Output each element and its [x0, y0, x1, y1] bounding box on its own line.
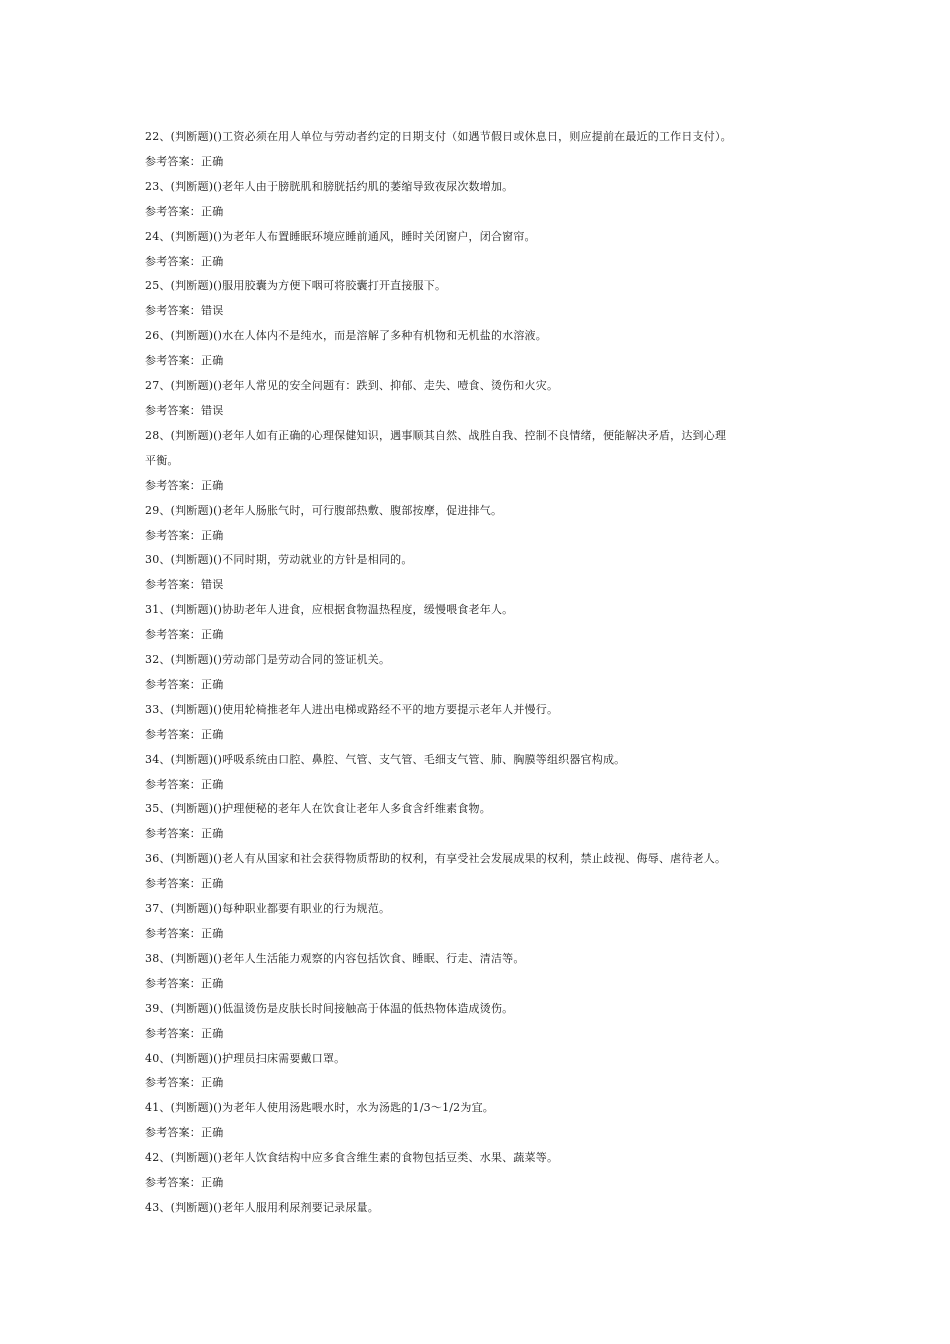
answer-text: 参考答案：正确 — [145, 354, 224, 368]
answer-text: 参考答案：正确 — [145, 677, 224, 691]
answer-text: 参考答案：正确 — [145, 927, 224, 940]
question-text: 42、(判断题)()老年人饮食结构中应多食含维生素的食物包括豆类、水果、蔬菜等。 — [145, 1151, 559, 1165]
answer-text: 参考答案：正确 — [145, 827, 224, 841]
question-text: 36、(判断题)()老人有从国家和社会获得物质帮助的权利，有享受社会发展成果的权利，禁止歧视、侮辱、虐待老人。 — [145, 852, 727, 866]
question-text: 31、(判断题)()协助老年人进食，应根据食物温热程度，缓慢喂食老年人。 — [145, 603, 514, 617]
answer-text: 参考答案：正确 — [145, 976, 224, 990]
question-text: 43、(判断题)()老年人服用利尿剂要记录尿量。 — [145, 1200, 379, 1214]
answer-text: 参考答案：正确 — [145, 154, 224, 168]
question-text: 33、(判断题)()使用轮椅推老年人进出电梯或路经不平的地方要提示老年人并慢行。 — [145, 702, 559, 716]
question-text-continued: 平衡。 — [145, 453, 179, 467]
answer-text: 参考答案：正确 — [145, 628, 224, 642]
answer-text: 参考答案：正确 — [145, 727, 224, 741]
answer-text: 参考答案：正确 — [145, 777, 224, 791]
answer-text: 参考答案：正确 — [145, 204, 224, 218]
question-text: 24、(判断题)()为老年人布置睡眠环境应睡前通风，睡时关闭窗户，闭合窗帘。 — [145, 229, 536, 243]
question-text: 41、(判断题)()为老年人使用汤匙喂水时，水为汤匙的1/3～1/2为宜。 — [145, 1101, 494, 1115]
question-text: 32、(判断题)()劳动部门是劳动合同的签证机关。 — [145, 653, 391, 667]
answer-text: 参考答案：正确 — [145, 1026, 224, 1040]
question-text: 37、(判断题)()每种职业都要有职业的行为规范。 — [145, 902, 391, 916]
answer-text: 参考答案：错误 — [145, 304, 224, 318]
question-list — [145, 125, 815, 1221]
question-text: 39、(判断题)()低温烫伤是皮肤长时间接触高于体温的低热物体造成烫伤。 — [145, 1001, 514, 1015]
answer-text: 参考答案：正确 — [145, 1126, 224, 1140]
question-text: 38、(判断题)()老年人生活能力观察的内容包括饮食、睡眠、行走、清洁等。 — [145, 951, 525, 965]
answer-text: 参考答案：错误 — [145, 403, 224, 417]
answer-text: 参考答案：正确 — [145, 1076, 224, 1090]
answer-text: 参考答案：正确 — [145, 1176, 224, 1190]
answer-text: 参考答案：错误 — [145, 578, 224, 592]
question-text: 27、(判断题)()老年人常见的安全问题有：跌到、抑郁、走失、噎食、烫伤和火灾。 — [145, 379, 559, 393]
question-text: 29、(判断题)()老年人肠胀气时，可行腹部热敷、腹部按摩，促进排气。 — [145, 503, 503, 517]
answer-text: 参考答案：正确 — [145, 528, 224, 542]
question-text: 26、(判断题)()水在人体内不是纯水，而是溶解了多种有机物和无机盐的水溶液。 — [145, 329, 547, 343]
question-text: 22、(判断题)()工资必须在用人单位与劳动者约定的日期支付（如遇节假日或休息日，则应提前在最近的工作日支付）。 — [145, 130, 732, 143]
question-text: 23、(判断题)()老年人由于膀胱肌和膀胱括约肌的萎缩导致夜尿次数增加。 — [145, 179, 514, 193]
question-text: 25、(判断题)()服用胶囊为方便下咽可将胶囊打开直接服下。 — [145, 279, 447, 293]
answer-text: 参考答案：正确 — [145, 478, 224, 492]
question-text: 35、(判断题)()护理便秘的老年人在饮食让老年人多食含纤维素食物。 — [145, 802, 491, 816]
answer-text: 参考答案：正确 — [145, 877, 224, 891]
question-text: 34、(判断题)()呼吸系统由口腔、鼻腔、气管、支气管、毛细支气管、肺、胸膜等组织器官构成。 — [145, 752, 626, 766]
question-text: 40、(判断题)()护理员扫床需要戴口罩。 — [145, 1051, 346, 1065]
question-text: 30、(判断题)()不同时期，劳动就业的方针是相同的。 — [145, 553, 413, 567]
answer-text: 参考答案：正确 — [145, 254, 224, 268]
question-text: 28、(判断题)()老年人如有正确的心理保健知识，遇事顺其自然、战胜自我、控制不良情绪，便能解决矛盾，达到心理 — [145, 428, 727, 442]
